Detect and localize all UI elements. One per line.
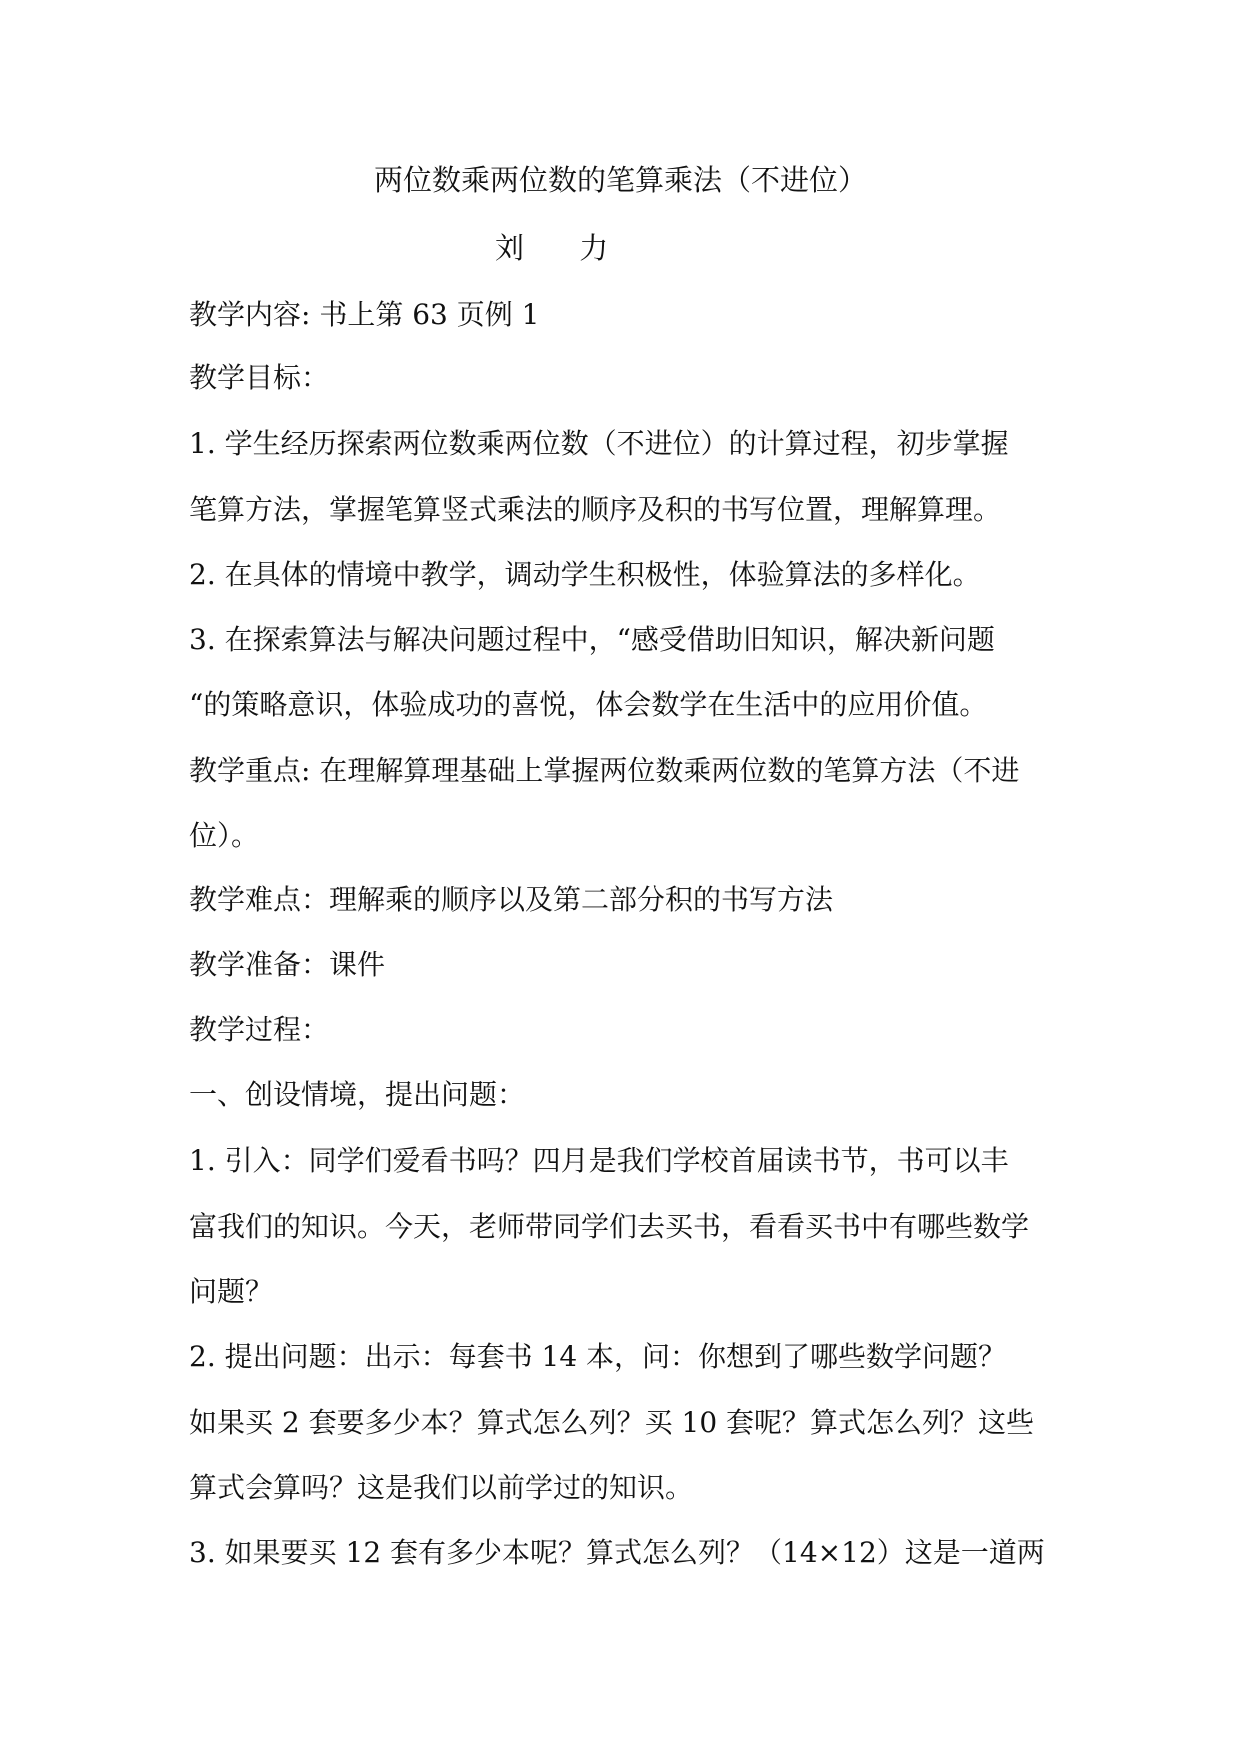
paragraph-line: 教学难点：理解乘的顺序以及第二部分积的书写方法 [189,883,834,916]
paragraph-line: 2. 在具体的情境中教学，调动学生积极性，体验算法的多样化。 [189,558,981,591]
paragraph-line: 一、创设情境，提出问题： [189,1078,526,1111]
author-name: 刘 力 [495,231,609,265]
paragraph-line: 位）。 [189,819,260,852]
paragraph-line: 如果买 2 套要多少本？算式怎么列？买 10 套呢？算式怎么列？这些 [189,1406,1035,1439]
document-title: 两位数乘两位数的笔算乘法（不进位） [373,163,867,197]
paragraph-line: 笔算方法，掌握笔算竖式乘法的顺序及积的书写位置，理解算理。 [189,493,1002,526]
paragraph-line: 1. 引入：同学们爱看书吗？四月是我们学校首届读书节，书可以丰 [189,1144,1009,1177]
paragraph-line: 教学内容: 书上第 63 页例 1 [189,298,540,331]
paragraph-line: 1. 学生经历探索两位数乘两位数（不进位）的计算过程，初步掌握 [189,427,1009,460]
paragraph-line: “的策略意识，体验成功的喜悦，体会数学在生活中的应用价值。 [189,688,988,721]
paragraph-line: 问题？ [189,1275,274,1308]
paragraph-line: 2. 提出问题：出示：每套书 14 本，问：你想到了哪些数学问题？ [189,1340,1007,1373]
paragraph-line: 教学准备：课件 [189,948,386,981]
paragraph-line: 教学过程： [189,1013,330,1046]
paragraph-line: 算式会算吗？这是我们以前学过的知识。 [189,1471,694,1504]
paragraph-line: 教学重点: 在理解算理基础上掌握两位数乘两位数的笔算方法（不进 [189,754,1020,787]
paragraph-line: 教学目标： [189,361,330,394]
paragraph-line: 富我们的知识。今天，老师带同学们去买书，看看买书中有哪些数学 [189,1210,1030,1243]
paragraph-line: 3. 在探索算法与解决问题过程中，“感受借助旧知识，解决新问题 [189,623,995,656]
paragraph-line: 3. 如果要买 12 套有多少本呢？算式怎么列？（14×12）这是一道两 [189,1536,1045,1569]
